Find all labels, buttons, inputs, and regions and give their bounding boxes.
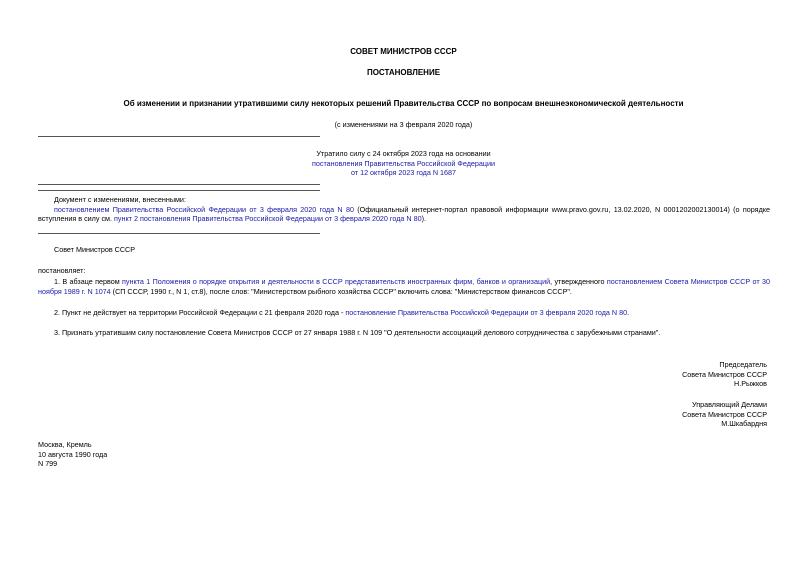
status-note: [0, 149, 807, 178]
changes-end: ).: [421, 214, 426, 224]
document-title: Об изменении и признании утратившими силу некоторых решений Правительства СССР по вопросам внешнеэкономической деятельности: [123, 99, 684, 108]
clause-1: [38, 277, 770, 296]
clause-1-link-decree[interactable]: постановлением Совета Министров СССР от 30 ноября 1989 г. N 1074: [38, 277, 771, 296]
divider: [38, 233, 320, 234]
changes-intro: Документ с изменениями, внесенными:: [54, 195, 186, 204]
amendment-note: (с изменениями на 3 февраля 2020 года): [334, 120, 473, 129]
clause-1-text: , утвержденного: [550, 277, 607, 286]
changes-link-decree[interactable]: постановлением Правительства Российской Федерации от 3 февраля 2020 года N 80: [54, 204, 354, 214]
divider: [38, 136, 320, 137]
resolves-word: постановляет:: [38, 266, 86, 275]
clause-2-link[interactable]: постановление Правительства Российской Федерации от 3 февраля 2020 года N 80: [345, 308, 628, 317]
clause-2: [38, 308, 770, 318]
status-text: Утратило силу с 24 октября 2023 года на основании: [316, 149, 491, 158]
clause-1-text: 1. В абзаце первом: [54, 277, 122, 286]
clause-3: 3. Признать утратившим силу постановление Совета Министров СССР от 27 января 1988 г. N 109 "О деятельности ассоциаций делового сотрудничества с зарубежными странами".: [54, 328, 661, 337]
changes-block: [38, 195, 770, 224]
status-link-resolution[interactable]: постановления Правительства Российской Федерации: [311, 158, 496, 168]
signature-role: Управляющий Делами: [692, 400, 767, 409]
document-number: N 799: [38, 459, 58, 469]
divider: [38, 184, 320, 185]
signature-org: Совета Министров СССР: [682, 409, 767, 419]
signature-org: Совета Министров СССР: [682, 369, 767, 379]
place: Москва, Кремль: [38, 440, 92, 449]
council-name: Совет Министров СССР: [54, 245, 136, 254]
date: 10 августа 1990 года: [38, 449, 108, 459]
signature-name: М.Шкабардня: [721, 419, 767, 429]
document-type: ПОСТАНОВЛЕНИЕ: [366, 68, 441, 77]
changes-text: (Официальный интернет-портал правовой информации www.pravo.gov.ru, 13.02.2020, N 0001202002130014) (о порядке вступления в силу см.: [38, 204, 770, 224]
status-link-date[interactable]: от 12 октября 2023 года N 1687: [350, 168, 457, 178]
signature-role: Председатель: [719, 360, 767, 369]
changes-link-clause[interactable]: пункт 2 постановления Правительства Российской Федерации от 3 февраля 2020 года N 80: [114, 214, 422, 224]
clause-2-end: .: [627, 308, 630, 317]
clause-2-text: 2. Пункт не действует на территории Российской Федерации с 21 февраля 2020 года -: [54, 308, 346, 317]
divider: [38, 190, 320, 191]
signature-administrator: [682, 400, 767, 429]
signature-chairman: [682, 360, 767, 389]
clause-1-text: (СП СССР, 1990 г., N 1, ст.8), после слов: "Министерством рыбного хозяйства СССР" включить слова: "Министерством финансов СССР".: [110, 286, 572, 296]
issuing-authority: СОВЕТ МИНИСТРОВ СССР: [350, 47, 457, 56]
place-date-block: [38, 440, 107, 469]
clause-1-link-regulation[interactable]: пункта 1 Положения о порядке открытия и деятельности в СССР представительств иностранных фирм, банков и организаций: [122, 277, 551, 286]
signature-name: Н.Рыжков: [734, 379, 767, 389]
